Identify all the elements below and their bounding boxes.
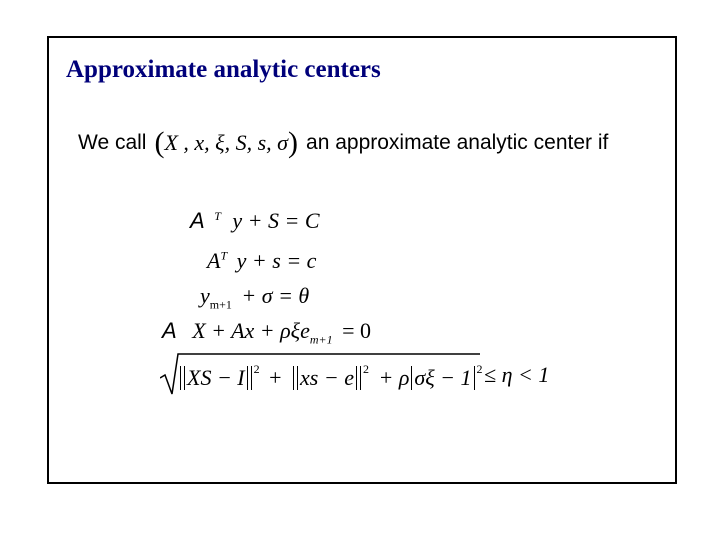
equation-1 [190, 208, 320, 234]
intro-suffix: an approximate analytic center if [306, 131, 609, 154]
norm-bar-left-1 [180, 366, 185, 390]
equation-3 [200, 283, 309, 312]
norm-bar-right-2 [356, 366, 361, 390]
plus-sign: + [269, 365, 282, 390]
norm-term-2: xs − e [300, 365, 354, 390]
eq3-sub: m+1 [209, 297, 232, 312]
norm-sq-1: 2 [253, 362, 260, 376]
tuple-text: X , x, ξ, S, s, σ [164, 130, 289, 155]
norm-expression [178, 362, 483, 391]
norm-bar-right-1 [247, 366, 252, 390]
inequality-text: ≤ η < 1 [484, 362, 550, 387]
inequality-tail [484, 362, 549, 388]
eq1-rest: y + S = C [232, 208, 320, 233]
eq4-rest-a: X + Ax + ρξe [192, 318, 310, 343]
norm-bar-left-2 [293, 366, 298, 390]
eq1-operator: A [190, 208, 205, 233]
norm-term-3-prefix: + ρ [378, 365, 410, 390]
eq3-rest: + σ = θ [241, 283, 310, 308]
norm-sq-2: 2 [362, 362, 369, 376]
equation-2 [207, 248, 316, 274]
eq4-operator: A [162, 318, 177, 343]
norm-sq-3: 2 [476, 362, 483, 376]
eq4-sub: m+1 [309, 332, 333, 347]
norm-term-1: XS − I [187, 365, 245, 390]
close-paren: ) [288, 126, 299, 159]
eq1-sup: T [214, 208, 221, 223]
eq3-var: y [200, 283, 210, 308]
equation-4 [162, 318, 371, 347]
eq2-var: A [207, 248, 221, 273]
abs-bar-right [474, 366, 475, 390]
abs-bar-left [411, 366, 412, 390]
eq2-sup: T [220, 248, 228, 263]
open-paren: ( [154, 126, 165, 159]
norm-term-3: σξ − 1 [414, 365, 472, 390]
eq2-rest: y + s = c [236, 248, 317, 273]
eq4-rest-b: = 0 [342, 318, 372, 343]
intro-prefix: We call [78, 131, 147, 154]
slide-title: Approximate analytic centers [66, 56, 381, 83]
